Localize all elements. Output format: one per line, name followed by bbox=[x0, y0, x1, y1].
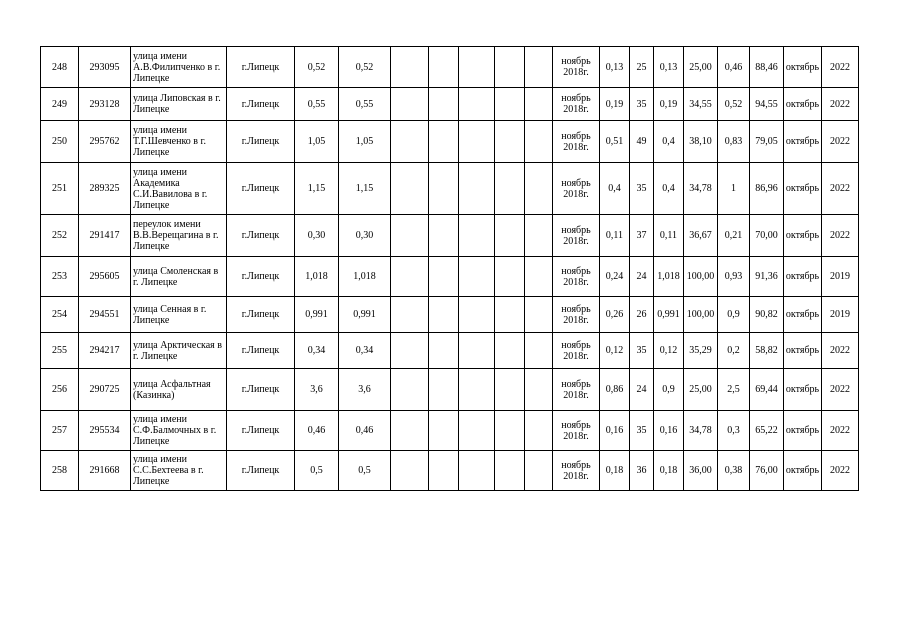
row-number: 252 bbox=[41, 215, 79, 257]
month-name: октябрь bbox=[784, 163, 822, 215]
percent-value-2: 91,36 bbox=[750, 257, 784, 297]
empty-cell bbox=[391, 297, 429, 333]
value-1: 0,12 bbox=[600, 333, 630, 369]
value-5: 0,83 bbox=[718, 121, 750, 163]
empty-cell bbox=[391, 369, 429, 411]
empty-cell bbox=[495, 121, 525, 163]
empty-cell bbox=[429, 451, 459, 491]
month-name: октябрь bbox=[784, 47, 822, 88]
length-value: 1,018 bbox=[339, 257, 391, 297]
value-3: 0,16 bbox=[654, 411, 684, 451]
total-length: 1,018 bbox=[295, 257, 339, 297]
empty-cell bbox=[459, 411, 495, 451]
street-name: улица Арктическая в г. Липецке bbox=[131, 333, 227, 369]
total-length: 0,46 bbox=[295, 411, 339, 451]
value-1: 0,51 bbox=[600, 121, 630, 163]
city-name: г.Липецк bbox=[227, 88, 295, 121]
target-year: 2022 bbox=[822, 47, 859, 88]
empty-cell bbox=[459, 333, 495, 369]
road-code: 295605 bbox=[79, 257, 131, 297]
survey-date: ноябрь 2018г. bbox=[553, 257, 600, 297]
percent-value-2: 90,82 bbox=[750, 297, 784, 333]
value-5: 0,3 bbox=[718, 411, 750, 451]
road-code: 290725 bbox=[79, 369, 131, 411]
value-5: 0,93 bbox=[718, 257, 750, 297]
total-length: 0,991 bbox=[295, 297, 339, 333]
value-5: 0,52 bbox=[718, 88, 750, 121]
value-1: 0,13 bbox=[600, 47, 630, 88]
length-value: 0,55 bbox=[339, 88, 391, 121]
street-name: улица имени Т.Г.Шевченко в г. Липецке bbox=[131, 121, 227, 163]
value-2: 36 bbox=[630, 451, 654, 491]
target-year: 2022 bbox=[822, 333, 859, 369]
empty-cell bbox=[391, 88, 429, 121]
empty-cell bbox=[525, 121, 553, 163]
value-1: 0,18 bbox=[600, 451, 630, 491]
value-2: 37 bbox=[630, 215, 654, 257]
total-length: 0,55 bbox=[295, 88, 339, 121]
percent-value-1: 100,00 bbox=[684, 297, 718, 333]
city-name: г.Липецк bbox=[227, 163, 295, 215]
city-name: г.Липецк bbox=[227, 121, 295, 163]
city-name: г.Липецк bbox=[227, 333, 295, 369]
row-number: 256 bbox=[41, 369, 79, 411]
value-5: 0,46 bbox=[718, 47, 750, 88]
road-code: 295762 bbox=[79, 121, 131, 163]
value-1: 0,11 bbox=[600, 215, 630, 257]
length-value: 0,991 bbox=[339, 297, 391, 333]
value-3: 0,991 bbox=[654, 297, 684, 333]
road-code: 293095 bbox=[79, 47, 131, 88]
road-code: 289325 bbox=[79, 163, 131, 215]
survey-date: ноябрь 2018г. bbox=[553, 47, 600, 88]
street-name: улица Смоленская в г. Липецке bbox=[131, 257, 227, 297]
row-number: 248 bbox=[41, 47, 79, 88]
city-name: г.Липецк bbox=[227, 411, 295, 451]
empty-cell bbox=[525, 47, 553, 88]
road-code: 295534 bbox=[79, 411, 131, 451]
empty-cell bbox=[495, 47, 525, 88]
empty-cell bbox=[429, 411, 459, 451]
road-code: 293128 bbox=[79, 88, 131, 121]
percent-value-1: 34,55 bbox=[684, 88, 718, 121]
empty-cell bbox=[495, 215, 525, 257]
empty-cell bbox=[459, 121, 495, 163]
table-row bbox=[41, 333, 859, 369]
table-row bbox=[41, 215, 859, 257]
value-2: 35 bbox=[630, 333, 654, 369]
total-length: 0,30 bbox=[295, 215, 339, 257]
row-number: 253 bbox=[41, 257, 79, 297]
city-name: г.Липецк bbox=[227, 47, 295, 88]
length-value: 0,5 bbox=[339, 451, 391, 491]
empty-cell bbox=[429, 88, 459, 121]
table-row bbox=[41, 121, 859, 163]
month-name: октябрь bbox=[784, 451, 822, 491]
row-number: 255 bbox=[41, 333, 79, 369]
street-name: улица имени А.В.Филипченко в г. Липецке bbox=[131, 47, 227, 88]
empty-cell bbox=[495, 88, 525, 121]
empty-cell bbox=[391, 411, 429, 451]
table-row bbox=[41, 411, 859, 451]
street-name: улица имени С.С.Бехтеева в г. Липецке bbox=[131, 451, 227, 491]
empty-cell bbox=[391, 333, 429, 369]
empty-cell bbox=[459, 88, 495, 121]
empty-cell bbox=[459, 451, 495, 491]
row-number: 249 bbox=[41, 88, 79, 121]
month-name: октябрь bbox=[784, 88, 822, 121]
empty-cell bbox=[459, 215, 495, 257]
value-2: 35 bbox=[630, 411, 654, 451]
empty-cell bbox=[525, 333, 553, 369]
percent-value-2: 79,05 bbox=[750, 121, 784, 163]
month-name: октябрь bbox=[784, 257, 822, 297]
street-name: улица Сенная в г. Липецке bbox=[131, 297, 227, 333]
value-2: 24 bbox=[630, 369, 654, 411]
empty-cell bbox=[495, 369, 525, 411]
value-3: 0,4 bbox=[654, 163, 684, 215]
row-number: 254 bbox=[41, 297, 79, 333]
value-3: 0,4 bbox=[654, 121, 684, 163]
empty-cell bbox=[525, 88, 553, 121]
total-length: 0,34 bbox=[295, 333, 339, 369]
target-year: 2022 bbox=[822, 163, 859, 215]
target-year: 2022 bbox=[822, 369, 859, 411]
empty-cell bbox=[459, 257, 495, 297]
table-row bbox=[41, 163, 859, 215]
empty-cell bbox=[429, 47, 459, 88]
month-name: октябрь bbox=[784, 121, 822, 163]
street-name: улица Асфальтная (Казинка) bbox=[131, 369, 227, 411]
city-name: г.Липецк bbox=[227, 297, 295, 333]
value-2: 26 bbox=[630, 297, 654, 333]
empty-cell bbox=[525, 257, 553, 297]
city-name: г.Липецк bbox=[227, 369, 295, 411]
city-name: г.Липецк bbox=[227, 257, 295, 297]
length-value: 1,15 bbox=[339, 163, 391, 215]
survey-date: ноябрь 2018г. bbox=[553, 333, 600, 369]
empty-cell bbox=[525, 297, 553, 333]
empty-cell bbox=[391, 257, 429, 297]
street-name: улица Липовская в г. Липецке bbox=[131, 88, 227, 121]
road-code: 291668 bbox=[79, 451, 131, 491]
percent-value-2: 86,96 bbox=[750, 163, 784, 215]
empty-cell bbox=[391, 451, 429, 491]
length-value: 3,6 bbox=[339, 369, 391, 411]
table-row bbox=[41, 47, 859, 88]
table-row bbox=[41, 451, 859, 491]
empty-cell bbox=[495, 333, 525, 369]
value-2: 24 bbox=[630, 257, 654, 297]
value-3: 0,13 bbox=[654, 47, 684, 88]
city-name: г.Липецк bbox=[227, 451, 295, 491]
percent-value-2: 76,00 bbox=[750, 451, 784, 491]
percent-value-1: 36,00 bbox=[684, 451, 718, 491]
percent-value-2: 70,00 bbox=[750, 215, 784, 257]
row-number: 250 bbox=[41, 121, 79, 163]
empty-cell bbox=[459, 297, 495, 333]
street-name: улица имени С.Ф.Балмочных в г. Липецке bbox=[131, 411, 227, 451]
survey-date: ноябрь 2018г. bbox=[553, 297, 600, 333]
survey-date: ноябрь 2018г. bbox=[553, 369, 600, 411]
empty-cell bbox=[495, 411, 525, 451]
percent-value-1: 34,78 bbox=[684, 163, 718, 215]
empty-cell bbox=[525, 163, 553, 215]
empty-cell bbox=[429, 163, 459, 215]
value-3: 0,19 bbox=[654, 88, 684, 121]
value-5: 1 bbox=[718, 163, 750, 215]
target-year: 2022 bbox=[822, 411, 859, 451]
percent-value-1: 25,00 bbox=[684, 47, 718, 88]
value-1: 0,24 bbox=[600, 257, 630, 297]
value-3: 1,018 bbox=[654, 257, 684, 297]
value-5: 0,9 bbox=[718, 297, 750, 333]
value-1: 0,26 bbox=[600, 297, 630, 333]
percent-value-1: 25,00 bbox=[684, 369, 718, 411]
empty-cell bbox=[525, 215, 553, 257]
value-2: 25 bbox=[630, 47, 654, 88]
empty-cell bbox=[525, 369, 553, 411]
value-3: 0,18 bbox=[654, 451, 684, 491]
total-length: 0,5 bbox=[295, 451, 339, 491]
length-value: 0,34 bbox=[339, 333, 391, 369]
empty-cell bbox=[391, 215, 429, 257]
empty-cell bbox=[495, 163, 525, 215]
value-5: 0,21 bbox=[718, 215, 750, 257]
road-data-table bbox=[40, 46, 859, 491]
empty-cell bbox=[459, 163, 495, 215]
month-name: октябрь bbox=[784, 333, 822, 369]
survey-date: ноябрь 2018г. bbox=[553, 411, 600, 451]
table-row bbox=[41, 257, 859, 297]
percent-value-2: 94,55 bbox=[750, 88, 784, 121]
length-value: 0,30 bbox=[339, 215, 391, 257]
survey-date: ноябрь 2018г. bbox=[553, 88, 600, 121]
empty-cell bbox=[459, 47, 495, 88]
target-year: 2019 bbox=[822, 297, 859, 333]
month-name: октябрь bbox=[784, 215, 822, 257]
value-1: 0,4 bbox=[600, 163, 630, 215]
road-code: 294217 bbox=[79, 333, 131, 369]
value-2: 35 bbox=[630, 163, 654, 215]
empty-cell bbox=[429, 257, 459, 297]
total-length: 3,6 bbox=[295, 369, 339, 411]
value-3: 0,12 bbox=[654, 333, 684, 369]
percent-value-2: 69,44 bbox=[750, 369, 784, 411]
value-3: 0,9 bbox=[654, 369, 684, 411]
length-value: 0,52 bbox=[339, 47, 391, 88]
percent-value-1: 35,29 bbox=[684, 333, 718, 369]
empty-cell bbox=[429, 215, 459, 257]
percent-value-2: 88,46 bbox=[750, 47, 784, 88]
row-number: 251 bbox=[41, 163, 79, 215]
percent-value-1: 38,10 bbox=[684, 121, 718, 163]
table-row bbox=[41, 369, 859, 411]
month-name: октябрь bbox=[784, 297, 822, 333]
survey-date: ноябрь 2018г. bbox=[553, 215, 600, 257]
empty-cell bbox=[495, 451, 525, 491]
value-1: 0,19 bbox=[600, 88, 630, 121]
empty-cell bbox=[391, 163, 429, 215]
empty-cell bbox=[429, 369, 459, 411]
target-year: 2022 bbox=[822, 88, 859, 121]
empty-cell bbox=[495, 297, 525, 333]
percent-value-1: 100,00 bbox=[684, 257, 718, 297]
length-value: 1,05 bbox=[339, 121, 391, 163]
street-name: улица имени Академика С.И.Вавилова в г. Липецке bbox=[131, 163, 227, 215]
street-name: переулок имени В.В.Верещагина в г. Липецке bbox=[131, 215, 227, 257]
percent-value-2: 58,82 bbox=[750, 333, 784, 369]
month-name: октябрь bbox=[784, 369, 822, 411]
value-5: 2,5 bbox=[718, 369, 750, 411]
empty-cell bbox=[429, 297, 459, 333]
value-2: 35 bbox=[630, 88, 654, 121]
value-5: 0,38 bbox=[718, 451, 750, 491]
row-number: 257 bbox=[41, 411, 79, 451]
target-year: 2022 bbox=[822, 451, 859, 491]
percent-value-1: 34,78 bbox=[684, 411, 718, 451]
total-length: 1,05 bbox=[295, 121, 339, 163]
empty-cell bbox=[391, 121, 429, 163]
empty-cell bbox=[495, 257, 525, 297]
empty-cell bbox=[525, 451, 553, 491]
target-year: 2022 bbox=[822, 215, 859, 257]
value-1: 0,16 bbox=[600, 411, 630, 451]
empty-cell bbox=[429, 333, 459, 369]
empty-cell bbox=[525, 411, 553, 451]
value-3: 0,11 bbox=[654, 215, 684, 257]
empty-cell bbox=[429, 121, 459, 163]
percent-value-1: 36,67 bbox=[684, 215, 718, 257]
road-code: 294551 bbox=[79, 297, 131, 333]
month-name: октябрь bbox=[784, 411, 822, 451]
value-5: 0,2 bbox=[718, 333, 750, 369]
empty-cell bbox=[459, 369, 495, 411]
length-value: 0,46 bbox=[339, 411, 391, 451]
table-row bbox=[41, 88, 859, 121]
survey-date: ноябрь 2018г. bbox=[553, 451, 600, 491]
survey-date: ноябрь 2018г. bbox=[553, 163, 600, 215]
total-length: 0,52 bbox=[295, 47, 339, 88]
percent-value-2: 65,22 bbox=[750, 411, 784, 451]
empty-cell bbox=[391, 47, 429, 88]
city-name: г.Липецк bbox=[227, 215, 295, 257]
row-number: 258 bbox=[41, 451, 79, 491]
value-1: 0,86 bbox=[600, 369, 630, 411]
total-length: 1,15 bbox=[295, 163, 339, 215]
road-code: 291417 bbox=[79, 215, 131, 257]
value-2: 49 bbox=[630, 121, 654, 163]
table-row bbox=[41, 297, 859, 333]
target-year: 2022 bbox=[822, 121, 859, 163]
survey-date: ноябрь 2018г. bbox=[553, 121, 600, 163]
target-year: 2019 bbox=[822, 257, 859, 297]
